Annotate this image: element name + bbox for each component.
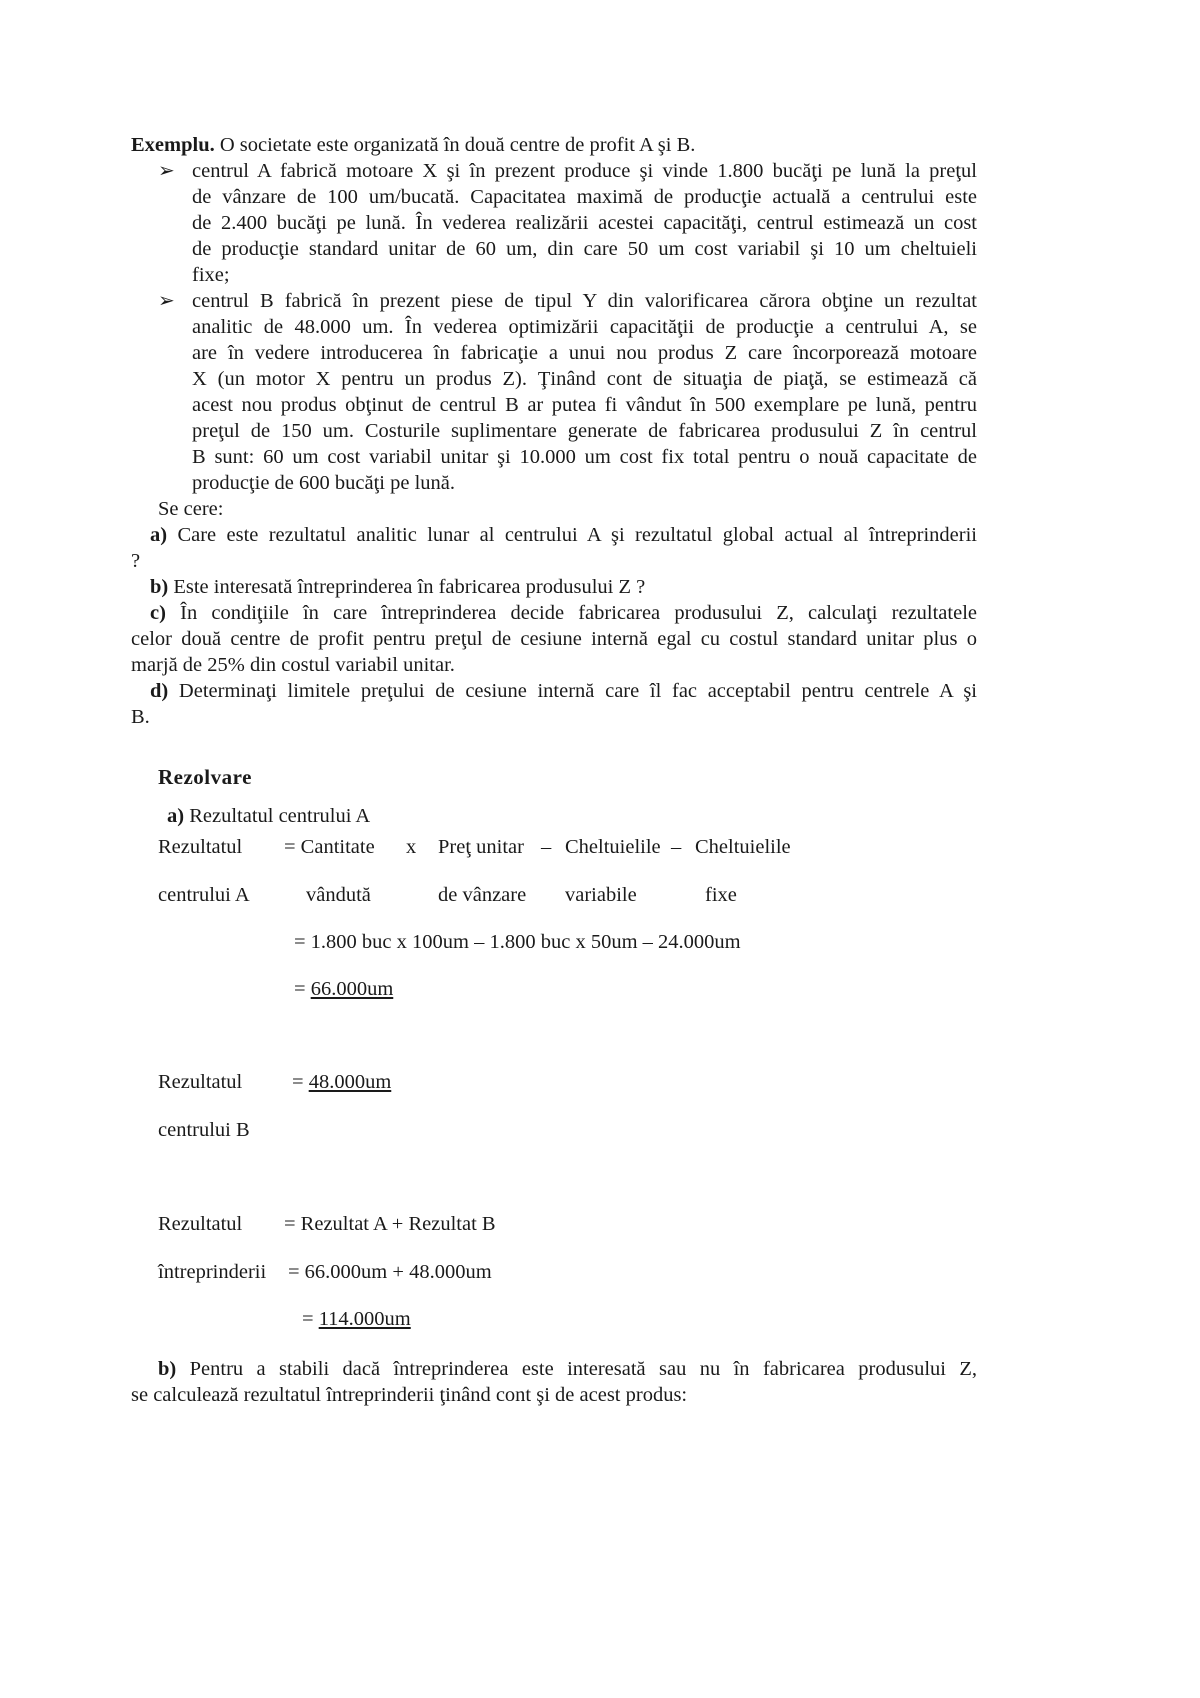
formula-a-row2-label: centrului A <box>158 884 250 906</box>
question-d-line-1: d) Determinaţi limitele preţului de cesiune internă care îl fac acceptabil pentru centrele A şi <box>150 680 977 702</box>
formula-total-result-value: 114.000um <box>318 1308 411 1330</box>
formula-a-row1-label: Rezultatul <box>158 836 243 858</box>
formula-a-minus-1: – <box>541 836 552 858</box>
bullet-arrow-icon: ➢ <box>158 160 175 182</box>
solution-b-label: b) <box>158 1358 177 1380</box>
solution-b-line-1: b) Pentru a stabili dacă întreprinderea este interesată sau nu în fabricarea produsului Z, <box>158 1358 977 1380</box>
formula-total-result: = 114.000um <box>302 1308 411 1330</box>
bullet1-line-2: de vânzare de 100 um/bucată. Capacitatea maximă de producţie actuală a centrului este <box>192 186 977 208</box>
bullet2-line-3: are în vedere introducerea în fabricaţie a unui nou produs Z care încorporează motoare <box>192 342 977 364</box>
question-c-line-1: c) În condiţiile în care întreprinderea decide fabricarea produsului Z, calculaţi rezultatele <box>150 602 977 624</box>
bullet-arrow-icon: ➢ <box>158 290 175 312</box>
formula-total-values: = 66.000um + 48.000um <box>288 1261 492 1283</box>
formula-a-variable: variabile <box>565 884 637 906</box>
bullet2-line-7: B sunt: 60 um cost variabil unitar şi 10.000 um cost fix total pentru o nouă capacitate de <box>192 446 977 468</box>
formula-a-sold: vândută <box>306 884 371 906</box>
formula-total-row1-label: Rezultatul <box>158 1213 243 1235</box>
formula-b-result-value: 48.000um <box>308 1071 392 1093</box>
question-b: b) Este interesată întreprinderea în fabricarea produsului Z ? <box>150 576 646 598</box>
question-b-label: b) <box>150 576 169 598</box>
solution-heading: Rezolvare <box>158 765 252 789</box>
formula-a-quantity: = Cantitate <box>284 836 375 858</box>
bullet2-line-6: preţul de 150 um. Costurile suplimentare generate de fabricarea produsului Z în centrul <box>192 420 977 442</box>
question-a-label: a) <box>150 524 168 546</box>
intro-text: O societate este organizată în două centre de profit A şi B. <box>214 134 696 156</box>
bullet1-line-4: de producţie standard unitar de 60 um, din care 50 um cost variabil şi 10 um cheltuieli <box>192 238 977 260</box>
question-d-line-2: B. <box>131 706 150 728</box>
question-c-label: c) <box>150 602 166 624</box>
formula-a-unit-price: Preţ unitar <box>438 836 524 858</box>
formula-a-minus-2: – <box>671 836 682 858</box>
question-a-line-1: a) Care este rezultatul analitic lunar al centrului A şi rezultatul global actual al întreprinderii <box>150 524 977 546</box>
bullet2-line-2: analitic de 48.000 um. În vederea optimizării capacităţii de producţie a centrului A, se <box>192 316 977 338</box>
se-cere: Se cere: <box>158 498 224 520</box>
formula-total-row2-label: întreprinderii <box>158 1261 267 1283</box>
bullet1-line-1: centrul A fabrică motoare X şi în prezent produce şi vinde 1.800 bucăţi pe lună la preţul <box>192 160 977 182</box>
solution-b-line-2: se calculează rezultatul întreprinderii ţinând cont şi de acest produs: <box>131 1384 688 1406</box>
bullet2-line-4: X (un motor X pentru un produs Z). Ţinând cont de situaţia de piaţă, se estimează că <box>192 368 977 390</box>
question-c-line-2: celor două centre de profit pentru preţul de cesiune internă egal cu costul standard unitar plus o <box>131 628 977 650</box>
formula-a-var-costs: Cheltuielile <box>565 836 661 858</box>
formula-b-row1-label: Rezultatul <box>158 1071 243 1093</box>
bullet1-line-5: fixe; <box>192 264 230 286</box>
question-c-line-3: marjă de 25% din costul variabil unitar. <box>131 654 455 676</box>
solution-a-title: a) Rezultatul centrului A <box>167 805 371 827</box>
formula-a-fixed-costs: Cheltuielile <box>695 836 791 858</box>
solution-a-label: a) <box>167 805 185 827</box>
bullet2-line-8: producţie de 600 bucăţi pe lună. <box>192 472 455 494</box>
question-d-label: d) <box>150 680 169 702</box>
formula-a-of-sale: de vânzare <box>438 884 527 906</box>
formula-total-sum: = Rezultat A + Rezultat B <box>284 1213 496 1235</box>
intro-line <box>131 131 695 159</box>
formula-a-calculation: = 1.800 buc x 100um – 1.800 buc x 50um – 24.000um <box>294 931 741 953</box>
formula-a-result-value: 66.000um <box>310 978 394 1000</box>
bullet2-line-5: acest nou produs obţinut de centrul B ar putea fi vândut în 500 exemplare pe lună, pentru <box>192 394 977 416</box>
formula-a-result: = 66.000um <box>294 978 394 1000</box>
bullet1-line-3: de 2.400 bucăţi pe lună. În vederea realizării acestei capacităţi, centrul estimează un cost <box>192 212 977 234</box>
bullet2-line-1: centrul B fabrică în prezent piese de tipul Y din valorificarea cărora obţine un rezultat <box>192 290 977 312</box>
intro-label: Exemplu. <box>131 134 215 156</box>
formula-b-row2-label: centrului B <box>158 1119 250 1141</box>
formula-b-result: = 48.000um <box>292 1071 392 1093</box>
question-a-line-2: ? <box>131 550 141 572</box>
formula-a-fixed: fixe <box>705 884 737 906</box>
formula-a-times: x <box>406 836 417 858</box>
